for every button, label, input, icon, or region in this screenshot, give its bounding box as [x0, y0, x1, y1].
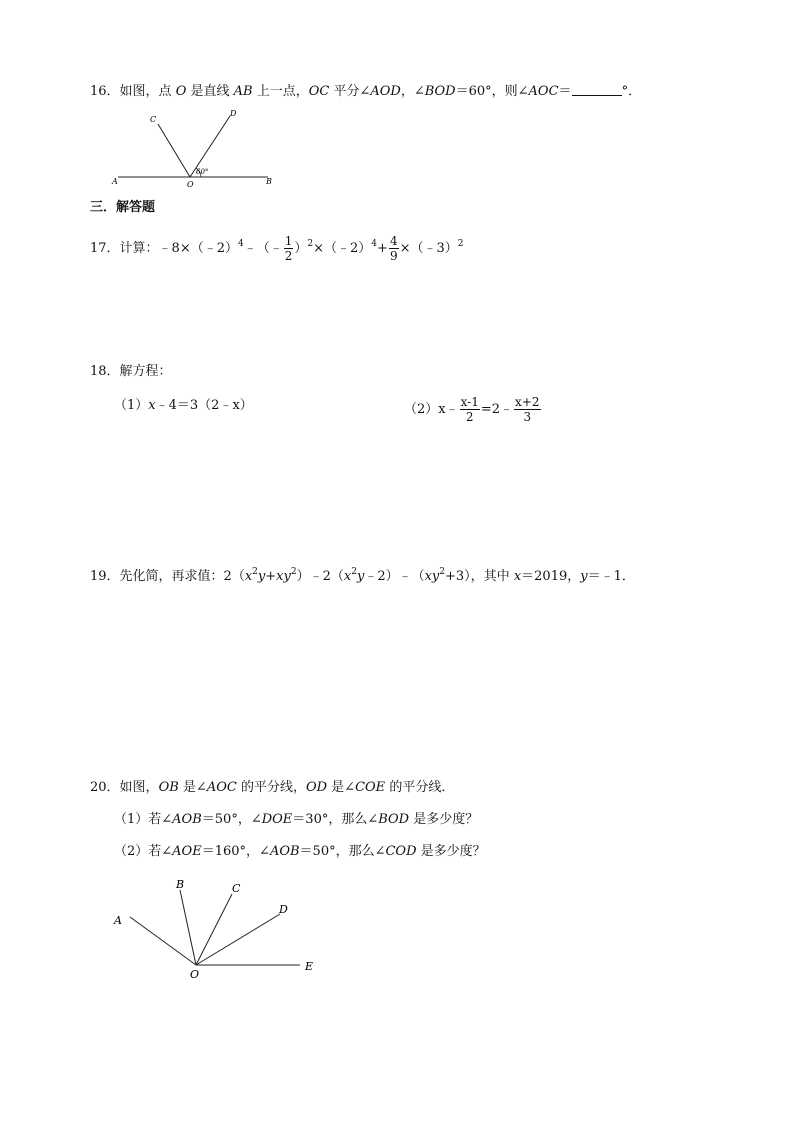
q16-ray-oc: OC — [308, 84, 330, 99]
question-16 — [90, 82, 641, 102]
fraction — [389, 234, 399, 263]
label-b: B — [266, 177, 272, 186]
question-19 — [90, 562, 635, 587]
q20-number: 20． — [90, 780, 120, 795]
part-label: （2）若∠ — [114, 844, 173, 859]
q16-text: ＝60°，则∠ — [455, 84, 529, 99]
q19-text: ）﹣2（ — [296, 569, 344, 584]
label-c: C — [232, 882, 241, 895]
label-a: A — [112, 177, 118, 186]
q16-number: 16． — [90, 84, 120, 99]
q19-text: +3），其中 — [445, 569, 514, 584]
exponent: 2 — [290, 567, 297, 577]
denominator: 9 — [389, 249, 398, 263]
q20-text: 如图， — [119, 780, 159, 795]
part-label: （1） — [114, 398, 149, 413]
q16-angle-aod: AOD — [370, 84, 401, 99]
numerator: x+2 — [515, 395, 540, 409]
variable: y — [356, 569, 365, 584]
q20-text: 的平分线， — [236, 780, 306, 795]
angle-cod: COD — [385, 844, 417, 859]
q18-part-1 — [114, 396, 253, 416]
variable: x — [244, 569, 253, 584]
equation: ﹣4＝3（2﹣x） — [155, 398, 253, 413]
angle-aoe: AOE — [172, 844, 202, 859]
q16-angle-bod: BOD — [424, 84, 456, 99]
part-label: （1）若∠ — [114, 812, 173, 827]
q17-text: + — [377, 241, 388, 256]
equation: x﹣ — [438, 402, 459, 417]
exponent: 2 — [351, 567, 357, 577]
q19-text: 先化简，再求值：2（ — [119, 569, 245, 584]
label-o: O — [190, 968, 200, 981]
numerator: 4 — [389, 234, 398, 248]
angle-bod: BOD — [378, 812, 410, 827]
denominator: 3 — [523, 410, 532, 424]
label-d: D — [230, 109, 237, 118]
section-heading: 三．解答题 — [90, 200, 156, 215]
label-c: C — [150, 115, 157, 124]
angle-aob: AOB — [269, 844, 300, 859]
fraction — [460, 395, 480, 424]
question-18 — [90, 362, 172, 382]
q18-title: 解方程： — [119, 364, 172, 379]
q16-text: °． — [621, 84, 642, 99]
q16-text: ＝ — [558, 84, 572, 99]
q16-point-o: O — [175, 84, 187, 99]
numerator: 1 — [284, 234, 293, 248]
exponent: 4 — [237, 239, 244, 249]
fraction — [284, 234, 294, 263]
q17-text: ） — [294, 241, 308, 256]
q16-text: 上一点， — [252, 84, 309, 99]
variable: x — [343, 569, 352, 584]
q20-text: 的平分线． — [385, 780, 455, 795]
numerator: x-1 — [460, 395, 479, 409]
angle-aob: AOB — [172, 812, 202, 827]
q20-text: 是多少度？ — [416, 844, 486, 859]
q17-text: 计算：﹣8×（﹣2） — [119, 241, 238, 256]
q16-line-ab: AB — [233, 84, 253, 99]
q20-figure — [108, 872, 323, 984]
denominator: 2 — [284, 249, 293, 263]
angle-coe: COE — [355, 780, 386, 795]
q20-text: ＝30°，那么∠ — [292, 812, 379, 827]
label-o: O — [187, 180, 194, 188]
q16-figure — [108, 104, 283, 188]
question-20 — [90, 778, 454, 798]
q20-text: ＝50°，那么∠ — [299, 844, 386, 859]
label-a: A — [114, 914, 122, 927]
exponent: 2 — [439, 567, 446, 577]
ray-oa — [130, 917, 196, 965]
exponent: 2 — [307, 239, 314, 249]
angle-doe: DOE — [261, 812, 293, 827]
equation: =2﹣ — [480, 402, 514, 417]
q19-text: ﹣2）﹣（ — [364, 569, 425, 584]
ray-oc — [158, 124, 190, 177]
q20-part-2 — [114, 842, 486, 862]
denominator: 2 — [465, 410, 474, 424]
variable: y — [580, 569, 588, 584]
q17-text: ﹣（﹣ — [243, 241, 283, 256]
ray-ob: OB — [158, 780, 179, 795]
variable: y — [257, 569, 266, 584]
angle-label: 60° — [196, 168, 209, 176]
answer-blank[interactable] — [572, 83, 622, 96]
question-17 — [90, 226, 463, 267]
exponent: 2 — [457, 239, 464, 249]
q20-text: ＝50°，∠ — [201, 812, 262, 827]
angle-aoc: AOC — [206, 780, 237, 795]
q20-text: 是∠ — [327, 780, 356, 795]
part-label: （2） — [404, 402, 439, 417]
variable: x — [513, 569, 522, 584]
q16-text: 是直线 — [186, 84, 234, 99]
q20-text: 是多少度？ — [409, 812, 479, 827]
variable: xy — [424, 569, 440, 584]
q17-text: ×（﹣2） — [313, 241, 372, 256]
variable-x: x — [148, 398, 156, 413]
exponent: 2 — [252, 567, 258, 577]
q16-text: 如图，点 — [119, 84, 176, 99]
q16-text: ，∠ — [400, 84, 425, 99]
q16-angle-aoc: AOC — [528, 84, 559, 99]
q20-part-1 — [114, 810, 478, 830]
q18-number: 18． — [90, 364, 120, 379]
label-b: B — [176, 878, 185, 891]
q19-text: ＝2019， — [521, 569, 581, 584]
label-d: D — [279, 903, 288, 916]
q18-part-2 — [404, 392, 542, 428]
q20-text: ＝160°，∠ — [201, 844, 270, 859]
variable: xy — [276, 569, 291, 584]
fraction — [514, 395, 540, 424]
q19-text: ＝﹣1． — [587, 569, 635, 584]
q17-number: 17． — [90, 241, 120, 256]
q19-text: + — [265, 569, 277, 584]
q19-number: 19． — [90, 569, 120, 584]
q16-text: 平分∠ — [329, 84, 371, 99]
q17-text: ×（﹣3） — [399, 241, 458, 256]
label-e: E — [305, 960, 314, 973]
exponent: 4 — [371, 239, 378, 249]
ray-ob — [180, 890, 196, 965]
q20-text: 是∠ — [178, 780, 207, 795]
ray-od: OD — [305, 780, 328, 795]
